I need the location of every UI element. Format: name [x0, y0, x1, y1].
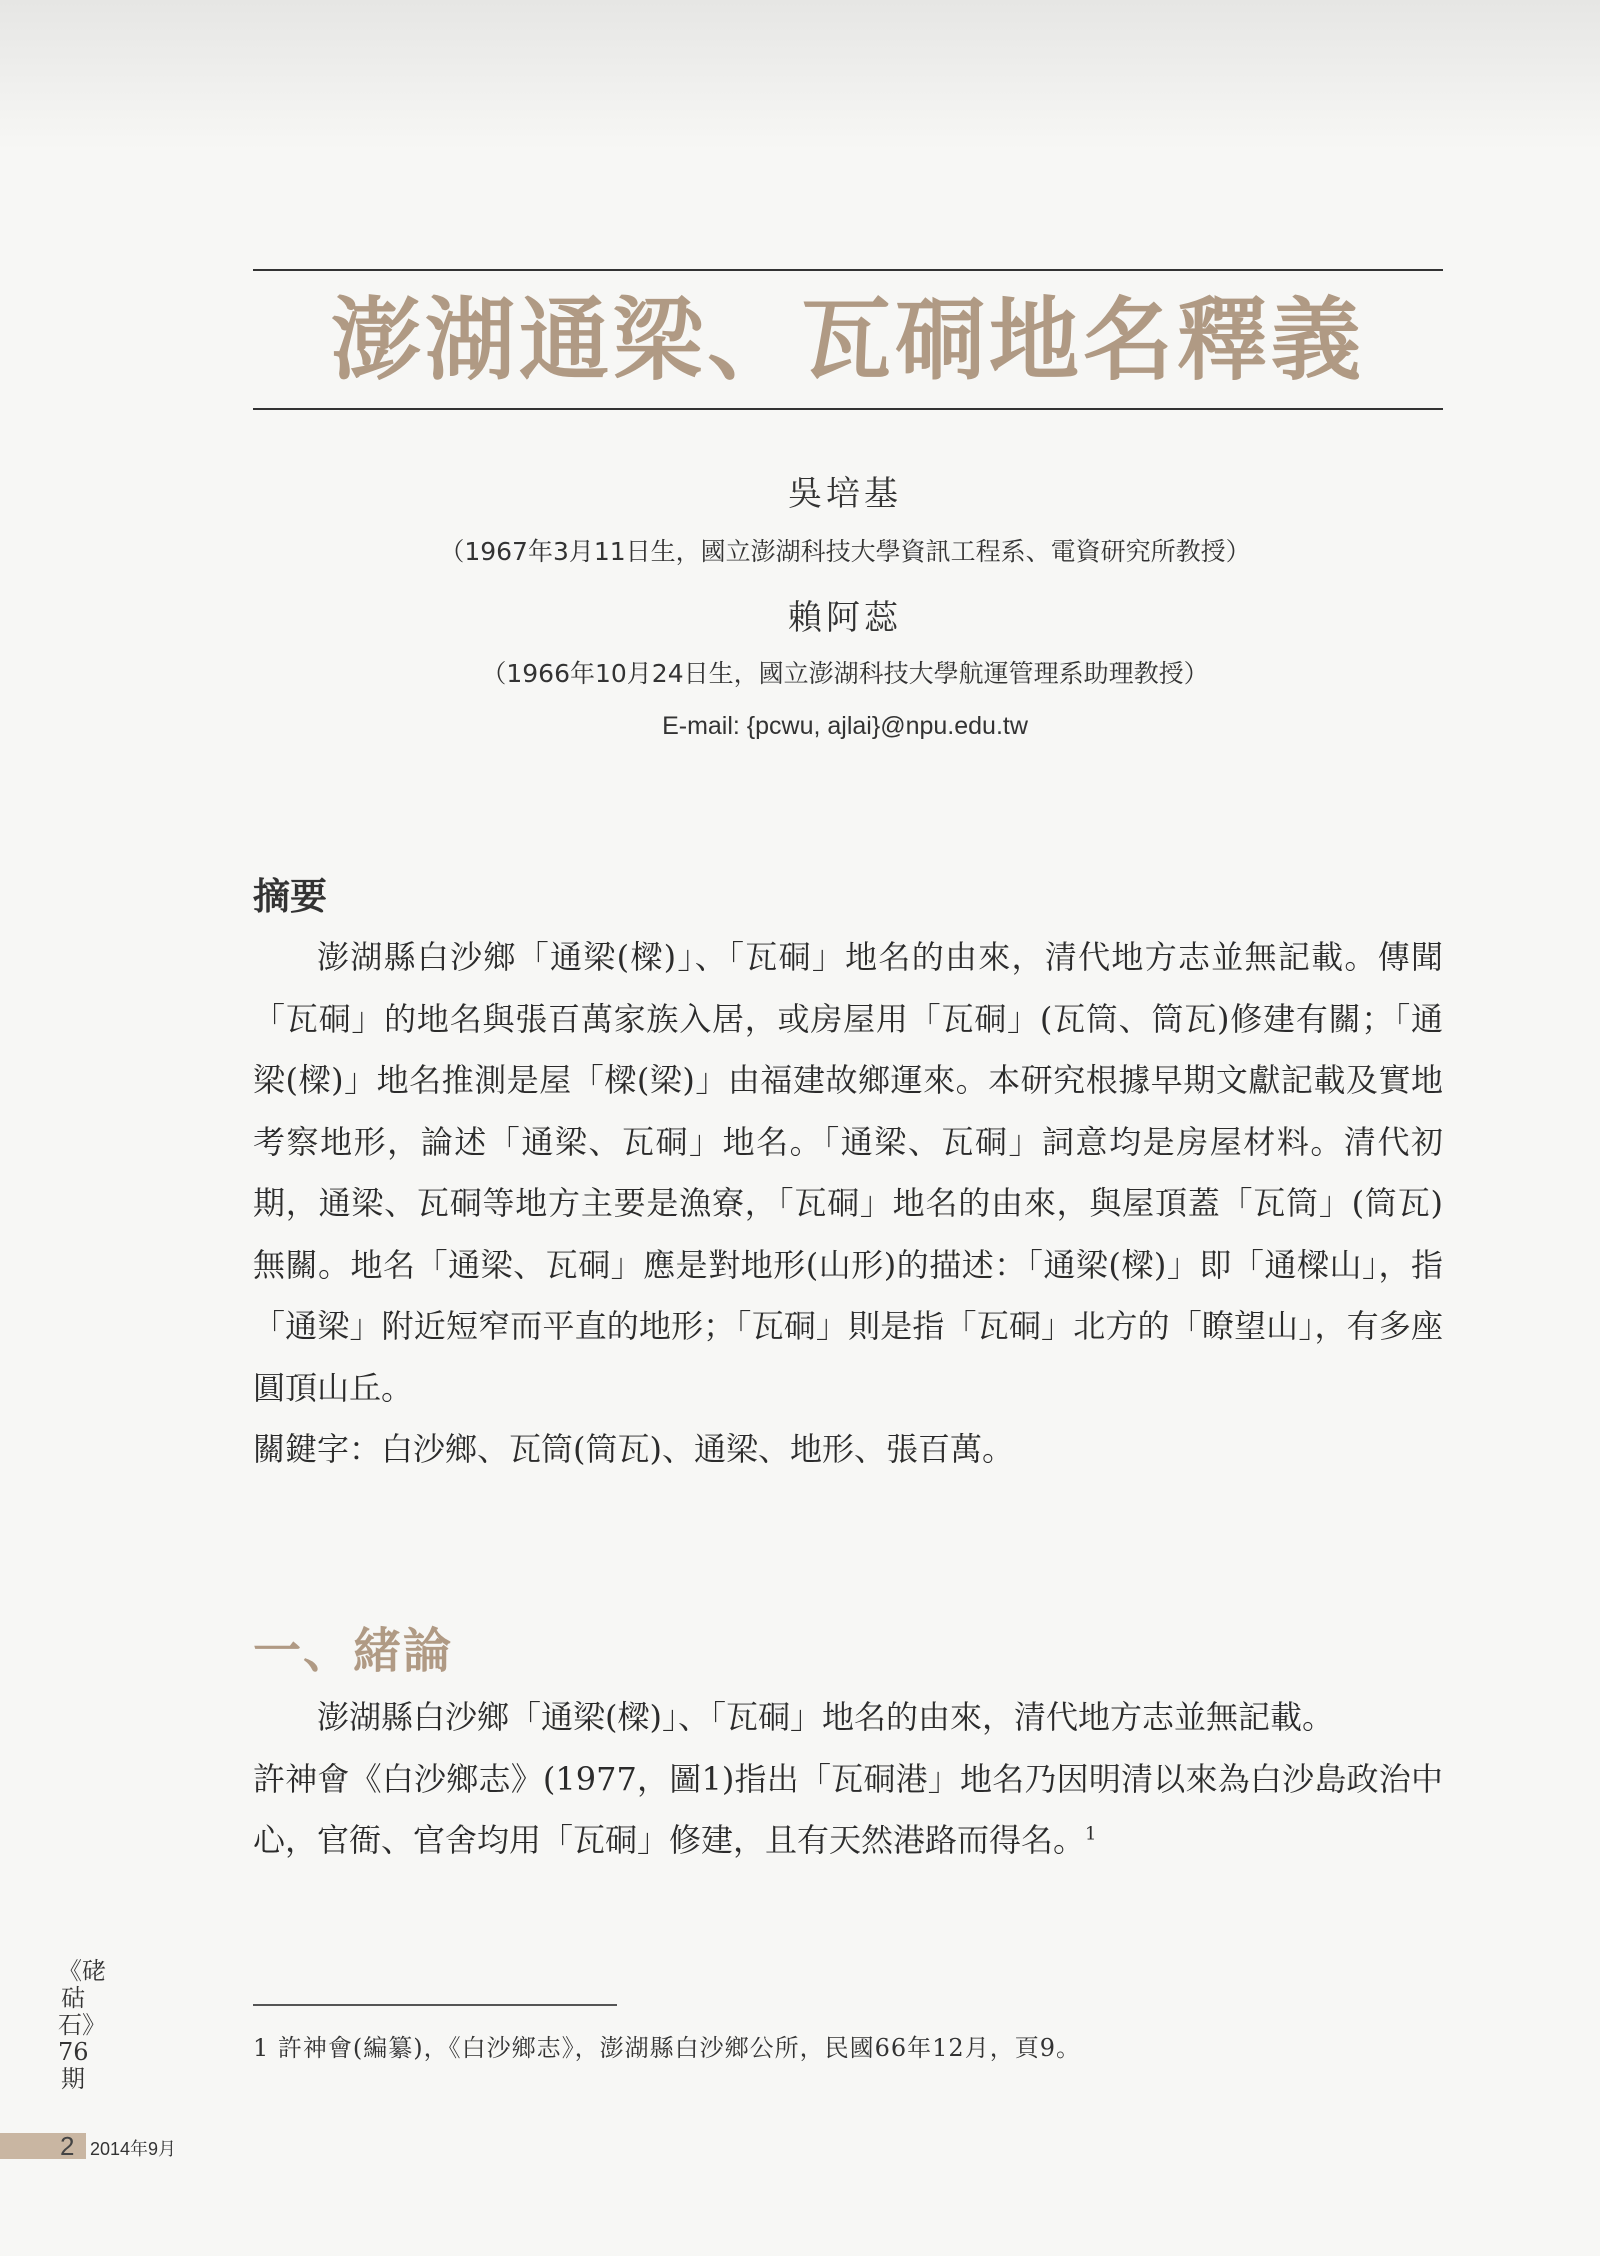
title-rule-top — [253, 269, 1443, 271]
abstract-body — [253, 927, 1443, 1481]
article-title: 澎湖通梁、瓦硐地名釋義 — [331, 287, 1365, 393]
section-1-heading: 一、緒論 — [253, 1623, 454, 1679]
section-1-paragraph-b — [253, 1749, 1443, 1872]
author-name-1: 吳培基 — [788, 474, 902, 514]
title-rule-bottom — [253, 408, 1443, 410]
author-affiliation-1: （1967年3月11日生，國立澎湖科技大學資訊工程系、電資研究所教授） — [439, 537, 1251, 566]
section-1-body — [253, 1687, 1443, 1872]
author-affiliation-2: （1966年10月24日生，國立澎湖科技大學航運管理系助理教授） — [481, 659, 1209, 688]
abstract-text: 澎湖縣白沙鄉「通梁(樑)」、「瓦硐」地名的由來，清代地方志並無記載。傳聞「瓦硐」的地名與張百萬家族入居，或房屋用「瓦硐」(瓦筒、筒瓦)修建有關；「通梁(樑)」地名推測是屋「樑(梁)」由福建故鄉運來。本研究根據早期文獻記載及實地考察地形，論述「通梁、瓦硐」地名。「通梁、瓦硐」詞意均是房屋材料。清代初期，通梁、瓦硐等地方主要是漁寮，「瓦硐」地名的由來，與屋頂蓋「瓦筒」(筒瓦)無關。地名「通梁、瓦硐」應是對地形(山形)的描述：「通梁(樑)」即「通樑山」，指「通梁」附近短窄而平直的地形；「瓦硐」則是指「瓦硐」北方的「瞭望山」，有多座圓頂山丘。 — [253, 938, 1443, 1407]
abstract-heading: 摘要 — [253, 875, 327, 918]
author-email: E-mail: {pcwu, ajlai}@npu.edu.tw — [662, 712, 1028, 740]
section-1-paragraph-b-text: 許神會《白沙鄉志》(1977，圖1)指出「瓦硐港」地名乃因明清以來為白沙島政治中心，官衙、官舍均用「瓦硐」修建，且有天然港路而得名。 — [253, 1759, 1443, 1859]
issue-date: 2014年9月 — [90, 2139, 177, 2159]
scan-shading — [0, 0, 1600, 150]
journal-name-vertical: 《硓𥑮石》76期 — [58, 1957, 106, 2093]
author-name-2: 賴阿蕊 — [788, 598, 902, 638]
abstract-keywords: 關鍵字：白沙鄉、瓦筒(筒瓦)、通梁、地形、張百萬。 — [253, 1430, 1014, 1468]
footnote-reference[interactable]: 1 — [1085, 1823, 1097, 1845]
section-1-paragraph-a: 澎湖縣白沙鄉「通梁(樑)」、「瓦硐」地名的由來，清代地方志並無記載。 — [317, 1698, 1334, 1736]
footnote-1: 1 許神會(編纂)，《白沙鄉志》，澎湖縣白沙鄉公所，民國66年12月，頁9。 — [253, 2034, 1081, 2062]
footnote-rule — [253, 2004, 617, 2006]
page-number: 2 — [60, 2131, 75, 2161]
